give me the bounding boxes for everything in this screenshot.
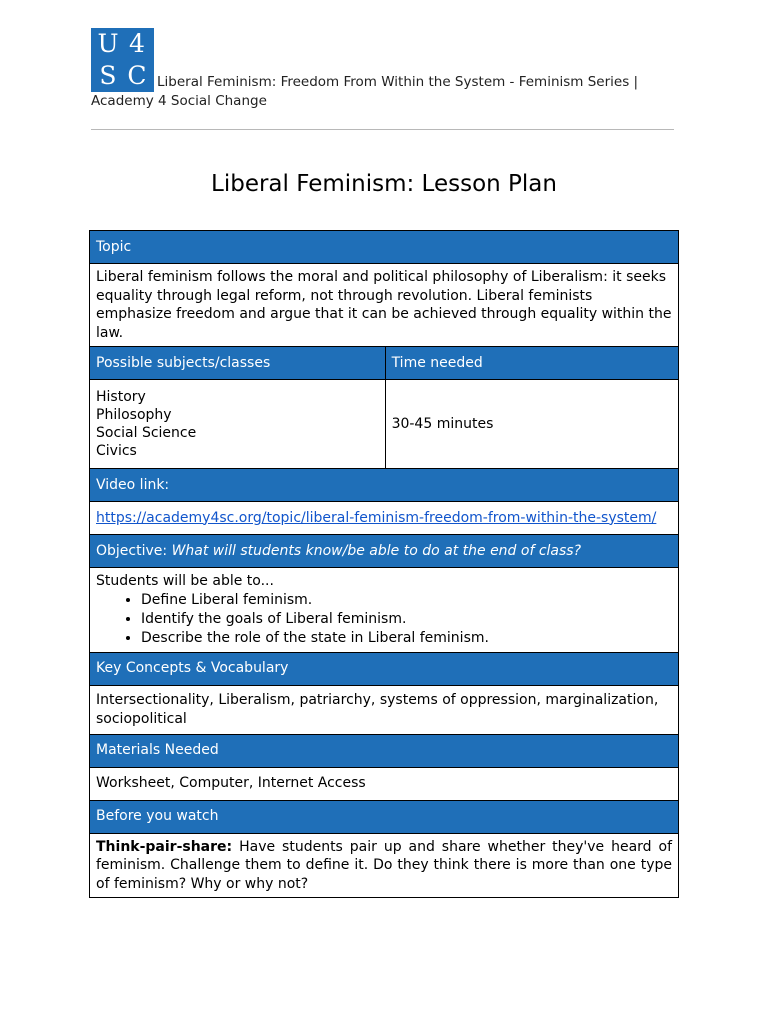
subject-item: History: [96, 389, 146, 405]
subject-item: Philosophy: [96, 407, 172, 423]
video-cell: [90, 502, 679, 535]
subjects-heading: Possible subjects/classes: [90, 347, 386, 380]
vocabulary-text: Intersectionality, Liberalism, patriarchy, systems of oppression, marginalization, sociopolitical: [90, 685, 679, 734]
objective-intro: Students will be able to...: [96, 573, 274, 589]
logo-letter: 4: [129, 29, 145, 58]
logo-letter: S: [99, 61, 117, 90]
objective-list: [96, 591, 672, 648]
before-watch-heading: Before you watch: [90, 800, 679, 833]
time-heading: Time needed: [385, 347, 678, 380]
before-watch-instructions: Have students pair up and share whether they've heard of feminism. Challenge them to define it. Do they think there is more than one type of feminism? Why or why not?: [96, 838, 672, 892]
logo-letter: C: [127, 61, 147, 90]
video-heading: Video link:: [90, 469, 679, 502]
lesson-plan-table: [89, 230, 679, 898]
subject-item: Civics: [96, 443, 137, 459]
list-item: • Describe the role of the state in Liberal feminism.: [141, 629, 672, 648]
objective-label: Objective:: [96, 542, 168, 559]
logo-letter: U: [97, 29, 119, 58]
subjects-list: [90, 380, 386, 469]
u4sc-logo: [91, 28, 154, 92]
topic-text: Liberal feminism follows the moral and political philosophy of Liberalism: it seeks equality through legal reform, not through revolution. Liberal feminists emphasize freedom and argue that it can be achieved through equality within the law.: [90, 264, 679, 347]
time-value: 30-45 minutes: [385, 380, 678, 469]
objective-heading: [90, 535, 679, 568]
video-link[interactable]: https://academy4sc.org/topic/liberal-feminism-freedom-from-within-the-system/: [96, 509, 657, 526]
header-title: Liberal Feminism: Freedom From Within the System - Feminism Series | Academy 4 Social Change: [91, 74, 639, 109]
think-pair-share-label: Think-pair-share:: [96, 838, 233, 855]
subject-item: Social Science: [96, 425, 197, 441]
list-item: • Define Liberal feminism.: [141, 591, 672, 610]
topic-heading: Topic: [90, 231, 679, 264]
document-header: [91, 28, 651, 111]
objective-body: [90, 568, 679, 653]
list-item: • Identify the goals of Liberal feminism.: [141, 610, 672, 629]
materials-heading: Materials Needed: [90, 734, 679, 767]
header-divider: [91, 129, 674, 130]
before-watch-text: [90, 833, 679, 898]
materials-text: Worksheet, Computer, Internet Access: [90, 767, 679, 800]
page-title: Liberal Feminism: Lesson Plan: [211, 171, 557, 197]
objective-question: What will students know/be able to do at the end of class?: [171, 542, 582, 559]
vocabulary-heading: Key Concepts & Vocabulary: [90, 652, 679, 685]
